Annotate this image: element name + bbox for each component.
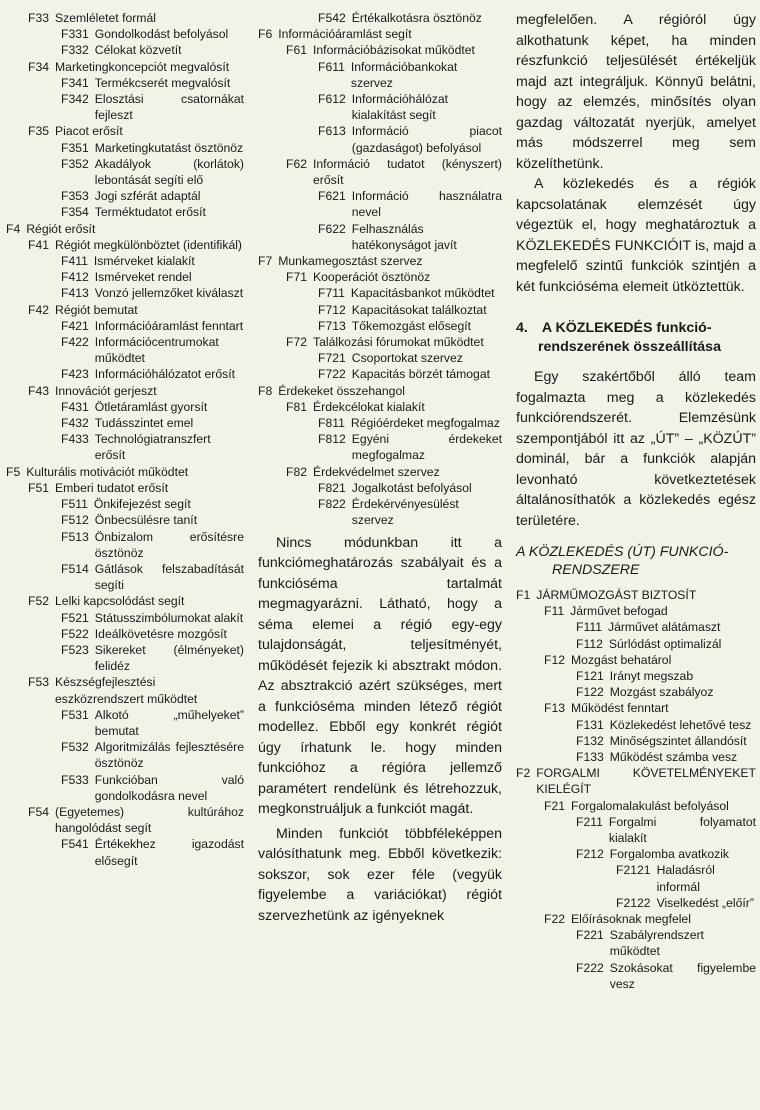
function-code: F43: [28, 383, 50, 398]
function-code: F122: [576, 685, 604, 700]
function-code: F821: [318, 480, 346, 495]
function-code: F7: [258, 254, 273, 269]
section-title-line-2: rendszerének összeállítása: [538, 339, 721, 355]
function-code: F611: [318, 59, 345, 74]
function-text: Lelki kapcsolódást segít: [55, 594, 185, 609]
function-item: [258, 156, 502, 188]
function-code: F512: [61, 513, 89, 528]
function-code: F82: [286, 464, 308, 479]
function-code: F354: [61, 205, 89, 220]
function-item: [516, 652, 756, 668]
function-text: Működést számba vesz: [609, 750, 738, 765]
function-item: [6, 626, 244, 642]
function-code: F62: [286, 156, 308, 171]
function-code: F2121: [616, 863, 651, 878]
function-text: Járművet alátámaszt: [607, 620, 721, 635]
function-code: F722: [318, 367, 346, 382]
function-code: F423: [61, 367, 89, 382]
function-text: Készségfejlesztési eszközrendszert működtet: [55, 675, 198, 706]
function-code: F352: [61, 156, 89, 171]
function-text: Marketingkutatást ösztönöz: [94, 140, 244, 155]
function-code: F421: [61, 318, 89, 333]
function-text: Forgalmi folyamatot kialakít: [608, 814, 756, 846]
function-code: F212: [576, 847, 604, 862]
function-item: [516, 765, 756, 797]
function-text: Ideálkövetésre mozgósít: [94, 626, 227, 641]
function-code: F351: [61, 140, 89, 155]
function-item: [6, 75, 244, 91]
function-code: F613: [318, 124, 346, 139]
function-text: Információhálózatot erősít: [94, 367, 236, 382]
function-text: Marketingkoncepciót megvalósít: [55, 59, 230, 74]
function-text: Célokat közvetít: [94, 43, 182, 58]
function-item: [516, 798, 756, 814]
section-number: 4.: [516, 320, 528, 336]
function-item: [258, 302, 502, 318]
function-code: F221: [576, 928, 604, 943]
function-item: [258, 91, 502, 123]
function-item: [258, 123, 502, 155]
function-code: F35: [28, 124, 50, 139]
function-code: F211: [576, 814, 603, 829]
function-item: [6, 480, 244, 496]
function-text: Információbázisokat működtet: [313, 43, 475, 58]
function-item: [6, 399, 244, 415]
function-text: Felhasználás hatékonyságot javít: [351, 221, 457, 252]
function-text: Mozgást szabályoz: [609, 685, 714, 700]
function-code: F523: [61, 642, 89, 657]
function-text: Minőségszintet állandósít: [609, 733, 747, 748]
function-text: Szokásokat figyelembe vesz: [609, 960, 756, 991]
function-item: [6, 610, 244, 626]
function-text: Régióérdeket megfogalmaz: [350, 416, 500, 431]
function-text: Gondolkodást befolyásol: [94, 27, 229, 42]
function-item: [6, 593, 244, 609]
function-item: [258, 253, 502, 269]
function-code: F531: [61, 707, 89, 722]
function-item: [516, 587, 756, 603]
body-paragraph: Egy szakértőből álló team fogalmazta meg a közlekedés funkciórendszerét. Elemzésünk szempontjából itt az „ÚT” – „KÖZÚT” dominál, bár a funkciók alapján levonható következtetések általánosíthatók a közlekedés egész területére.: [516, 369, 756, 529]
function-code: F132: [576, 733, 604, 748]
function-item: [258, 42, 502, 58]
function-text: Technológiatranszfert erősít: [94, 432, 211, 463]
function-item: [6, 529, 244, 561]
function-code: F721: [318, 351, 346, 366]
body-paragraph: Minden funkciót többféleképpen valósíthatunk meg. Ebből következik: sokszor, sok ezer féle (vegyük figyelembe a variációkat) régiót szervezhetünk az igényeknek: [258, 825, 502, 924]
function-item: [516, 960, 756, 992]
function-code: F332: [61, 43, 89, 58]
function-text: Jogalkotást befolyásol: [351, 480, 472, 495]
function-text: Akadályok (korlátok) lebontását segíti elő: [94, 156, 244, 188]
function-text: Vonzó jellemzőket kiválaszt: [94, 286, 244, 301]
function-item: [516, 749, 756, 765]
function-code: F522: [61, 626, 89, 641]
function-text: Ötletáramlást gyorsít: [94, 399, 208, 414]
function-item: [258, 188, 502, 220]
function-code: F513: [61, 529, 89, 544]
function-item: [258, 496, 502, 528]
function-code: F4: [6, 221, 21, 236]
function-item: [516, 862, 756, 894]
function-item: [6, 91, 244, 123]
function-item: [6, 59, 244, 75]
function-item: [6, 415, 244, 431]
function-text: Forgalomba avatkozik: [609, 847, 730, 862]
body-paragraph: Nincs módunkban itt a funkciómeghatározás szabályait és a funkcióséma tartalmát megmagyarázni. Látható, hogy a séma elemei a régió egy-egy tulajdonságát, teljesítményét, működését fejezik ki absztrakt módon. Az absztrakció azért szükséges, mert a funkcióséma minden létező régiót modellez. Ebből egy konkrét régiót úgy írhatunk le. hogy minden funkcióhoz a régióra jellemző paramétert rendelünk és létrehozzuk, megkonstruáljuk a funkciót magát.: [258, 534, 502, 817]
function-item: [258, 221, 502, 253]
function-item: [516, 636, 756, 652]
function-code: F54: [28, 804, 50, 819]
function-text: Jogi szférát adaptál: [94, 189, 201, 204]
function-text: Közlekedést lehetővé tesz: [609, 717, 752, 732]
function-code: F51: [28, 480, 50, 495]
function-text: Járművet befogad: [570, 604, 668, 619]
function-item: [6, 674, 244, 706]
function-code: F34: [28, 59, 50, 74]
function-text: Információhálózat kialakítást segít: [351, 92, 448, 123]
function-code: F411: [61, 254, 88, 269]
function-item: [516, 668, 756, 684]
function-code: F432: [61, 416, 89, 431]
function-list: [258, 10, 502, 529]
function-text: FORGALMI KÖVETELMÉNYEKET KIELÉGÍT: [536, 766, 756, 797]
function-text: Információáramlást fenntart: [94, 318, 244, 333]
function-text: Információ használatra nevel: [351, 189, 502, 220]
function-text: Egyéni érdekeket megfogalmaz: [351, 432, 502, 463]
function-text: Érdekeket összehangol: [278, 383, 405, 398]
function-text: Tudásszintet emel: [94, 416, 194, 431]
function-item: [258, 318, 502, 334]
function-text: Kapacitásbankot működtet: [350, 286, 495, 301]
function-item: [6, 123, 244, 139]
function-item: [258, 26, 502, 42]
function-item: [516, 911, 756, 927]
subsection-title-line-1: A KÖZLEKEDÉS (ÚT) FUNKCIÓ-: [516, 544, 729, 560]
function-item: [6, 42, 244, 58]
function-code: F41: [28, 237, 50, 252]
function-code: F413: [61, 286, 89, 301]
function-text: Kapacitás börzét támogat: [351, 367, 490, 382]
function-code: F42: [28, 302, 50, 317]
function-item: [6, 431, 244, 463]
function-text: Információcentrumokat működtet: [94, 335, 219, 366]
function-item: [516, 846, 756, 862]
function-code: F121: [576, 669, 604, 684]
function-code: F533: [61, 772, 89, 787]
function-code: F81: [286, 399, 308, 414]
function-text: Érdekérvényesülést szervez: [351, 497, 459, 528]
function-item: [258, 269, 502, 285]
function-text: Innovációt gerjeszt: [55, 383, 157, 398]
function-code: F2: [516, 766, 531, 781]
function-item: [258, 383, 502, 399]
function-text: Gátlások felszabadítását segíti: [94, 561, 244, 593]
function-code: F222: [576, 960, 604, 975]
function-text: JÁRMŰMOZGÁST BIZTOSÍT: [536, 588, 697, 602]
function-item: [258, 464, 502, 480]
function-item: [6, 464, 244, 480]
function-item: [6, 10, 244, 26]
function-text: Terméktudatot erősít: [94, 205, 206, 220]
function-item: [258, 350, 502, 366]
function-code: F12: [544, 652, 566, 667]
function-code: F8: [258, 383, 273, 398]
function-item: [258, 480, 502, 496]
function-item: [6, 26, 244, 42]
function-text: Szabályrendszert működtet: [609, 928, 704, 959]
function-text: Algoritmizálás fejlesztésére ösztönöz: [94, 740, 244, 771]
function-text: Kapacitásokat találkoztat: [351, 302, 487, 317]
function-text: Önkifejezést segít: [93, 497, 191, 512]
function-code: F331: [61, 27, 89, 42]
function-text: Súrlódást optimalizál: [608, 636, 722, 651]
function-item: [6, 496, 244, 512]
function-text: Előírásoknak megfelel: [571, 912, 691, 927]
function-code: F812: [318, 432, 346, 447]
function-text: Ismérveket rendel: [94, 270, 192, 285]
function-code: F612: [318, 92, 346, 107]
column-1: [6, 10, 244, 869]
function-item: [258, 399, 502, 415]
function-text: Elosztási csatornákat fejleszt: [94, 92, 244, 123]
function-code: F22: [544, 912, 566, 927]
function-item: [6, 772, 244, 804]
function-text: Termékcserét megvalósít: [94, 75, 231, 90]
function-item: [516, 733, 756, 749]
function-item: [6, 318, 244, 334]
function-code: F33: [28, 11, 50, 25]
function-text: Ismérveket kialakít: [93, 254, 195, 269]
function-item: [6, 204, 244, 220]
function-text: Irányt megszab: [609, 669, 694, 684]
function-code: F112: [576, 636, 603, 651]
function-code: F412: [61, 270, 89, 285]
function-item: [6, 334, 244, 366]
function-code: F71: [286, 270, 308, 285]
function-text: Értékekhez igazodást elősegít: [94, 837, 244, 868]
function-code: F532: [61, 740, 89, 755]
function-code: F431: [61, 399, 89, 414]
column-3: [516, 10, 756, 992]
function-text: Régiót bemutat: [55, 302, 138, 317]
function-item: [6, 804, 244, 836]
function-text: Tőkemozgást elősegít: [351, 318, 472, 333]
function-item: [6, 253, 244, 269]
function-text: Információáramlást segít: [278, 27, 412, 42]
function-code: F61: [286, 43, 308, 58]
function-code: F811: [318, 416, 345, 431]
function-item: [6, 642, 244, 674]
function-list: [6, 10, 244, 869]
function-text: Információ piacot (gazdaságot) befolyásol: [351, 124, 502, 155]
function-item: [6, 836, 244, 868]
function-item: [6, 156, 244, 188]
function-code: F11: [544, 604, 565, 619]
function-item: [6, 366, 244, 382]
function-code: F711: [318, 286, 345, 301]
function-text: Kooperációt ösztönöz: [313, 270, 431, 285]
function-code: F621: [318, 189, 346, 204]
column-2: [258, 10, 502, 926]
function-code: F133: [576, 750, 604, 765]
function-item: [516, 700, 756, 716]
function-text: Önbizalom erősítésre ösztönöz: [94, 529, 244, 560]
function-text: Régiót erősít: [26, 221, 96, 236]
function-code: F111: [576, 620, 602, 635]
function-text: Önbecsülésre tanít: [94, 513, 198, 528]
function-code: F422: [61, 335, 89, 350]
function-code: F52: [28, 594, 50, 609]
function-code: F13: [544, 701, 566, 716]
function-text: Forgalomalakulást befolyásol: [571, 798, 729, 813]
function-code: F342: [61, 92, 89, 107]
function-item: [258, 415, 502, 431]
function-item: [6, 739, 244, 771]
function-text: Sikereket (élményeket) felidéz: [94, 642, 244, 674]
function-code: F511: [61, 497, 88, 512]
function-text: Munkamegosztást szervez: [278, 254, 423, 269]
function-code: F713: [318, 318, 346, 333]
function-code: F712: [318, 302, 346, 317]
function-text: Szemléletet formál: [55, 11, 156, 25]
function-item: [6, 269, 244, 285]
function-code: F21: [544, 798, 566, 813]
function-text: Alkotó „műhelyeket” bemutat: [94, 707, 244, 738]
function-item: [516, 603, 756, 619]
body-paragraph: A közlekedés és a régiók kapcsolatának elemzését úgy végeztük el, hogy meghatároztuk a KÖZLEKEDÉS FUNKCIÓIT is, majd a megfelelő szintű funkciók szintjén a két funkcióséma elemeit ütköztettük.: [516, 176, 756, 295]
function-text: Régiót megkülönböztet (identifikál): [55, 237, 242, 252]
function-item: [6, 707, 244, 739]
function-text: Csoportokat szervez: [351, 351, 463, 366]
function-item: [516, 927, 756, 959]
function-code: F1: [516, 588, 531, 602]
function-item: [258, 285, 502, 301]
function-item: [6, 188, 244, 204]
function-code: F541: [61, 837, 89, 852]
function-item: [6, 285, 244, 301]
function-text: Érdekcélokat kialakít: [313, 399, 425, 414]
body-paragraph: megfelelően. A régióról úgy alkothatunk képet, ha minden részfunkció teljesülését értékeljük majd azt integráljuk. Könnyű belátni, hogy az elemzés, minősítés olyan gazdag változatát nyerjük, amelyet más módszerrel meg sem közelíthetünk.: [516, 12, 756, 172]
function-code: F53: [28, 675, 50, 690]
function-item: [258, 431, 502, 463]
function-item: [516, 619, 756, 635]
function-item: [6, 383, 244, 399]
function-code: F341: [61, 75, 89, 90]
function-item: [516, 684, 756, 700]
function-text: Emberi tudatot erősít: [55, 480, 169, 495]
function-code: F5: [6, 464, 21, 479]
function-text: Információbankokat szervez: [350, 59, 458, 90]
function-text: Mozgást behatárol: [571, 652, 672, 667]
function-item: [516, 717, 756, 733]
function-item: [6, 561, 244, 593]
section-heading: [516, 319, 756, 357]
function-code: F72: [286, 335, 308, 350]
function-item: [258, 366, 502, 382]
section-title-line-1: A KÖZLEKEDÉS funkció-: [541, 320, 712, 336]
function-code: F131: [576, 717, 604, 732]
function-item: [6, 221, 244, 237]
function-text: Státusszimbólumokat alakít: [94, 610, 244, 625]
function-item: [6, 302, 244, 318]
function-text: Működést fenntart: [571, 701, 669, 716]
function-code: F822: [318, 497, 346, 512]
function-item: [258, 59, 502, 91]
function-code: F6: [258, 27, 273, 42]
function-code: F622: [318, 221, 346, 236]
function-text: Funkcióban való gondolkodásra nevel: [94, 772, 244, 803]
function-code: F433: [61, 432, 89, 447]
function-code: F521: [61, 610, 89, 625]
function-text: Haladásról informál: [656, 863, 715, 894]
function-item: [258, 334, 502, 350]
function-code: F353: [61, 189, 89, 204]
function-text: Találkozási fórumokat működtet: [313, 335, 484, 350]
function-item: [6, 140, 244, 156]
function-text: Viselkedést „előír”: [656, 895, 754, 910]
function-code: F2122: [616, 895, 651, 910]
subsection-heading: [516, 543, 756, 579]
function-text: Piacot erősít: [55, 124, 123, 139]
function-code: F542: [318, 11, 346, 25]
function-item: [258, 10, 502, 26]
function-code: F514: [61, 561, 89, 576]
function-text: (Egyetemes) kultúrához hangolódást segít: [55, 804, 244, 836]
function-text: Információ tudatot (kényszert) erősít: [313, 156, 502, 188]
function-text: Kulturális motivációt működtet: [26, 464, 189, 479]
function-list: [516, 587, 756, 992]
function-item: [516, 814, 756, 846]
function-item: [6, 237, 244, 253]
function-item: [516, 895, 756, 911]
subsection-title-line-2: RENDSZERE: [552, 562, 640, 578]
function-text: Érdekvédelmet szervez: [313, 464, 440, 479]
function-item: [6, 512, 244, 528]
function-text: Értékalkotásra ösztönöz: [351, 11, 482, 25]
